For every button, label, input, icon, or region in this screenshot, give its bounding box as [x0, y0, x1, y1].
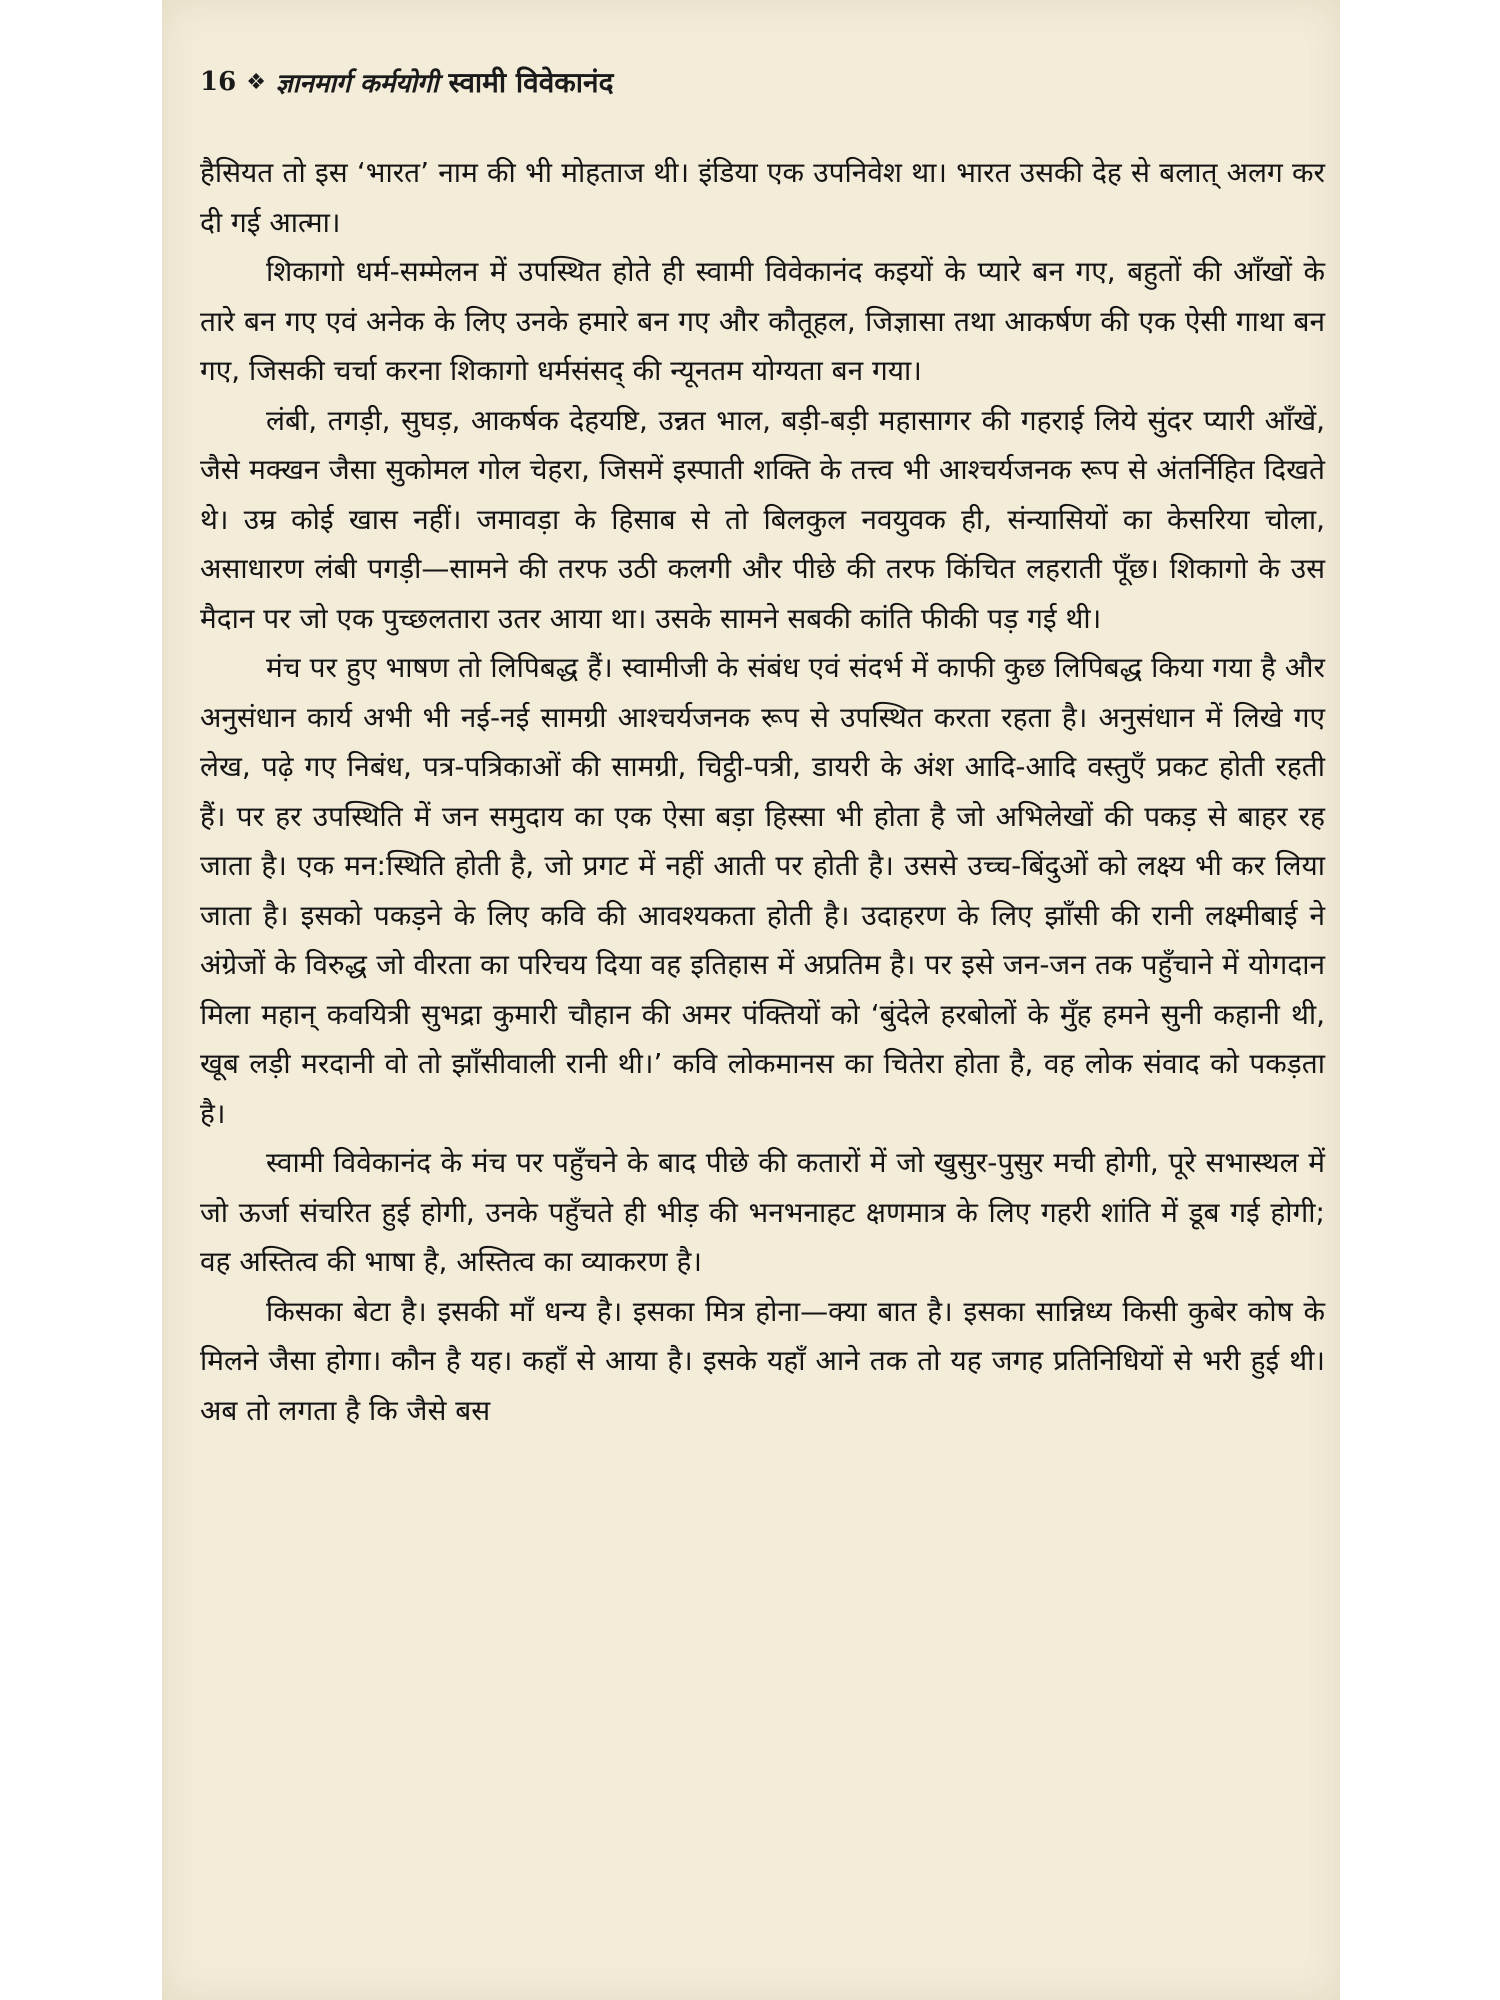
paragraph: हैसियत तो इस ‘भारत’ नाम की भी मोहताज थी। इंडिया एक उपनिवेश था। भारत उसकी देह से बलात् अलग कर दी गई आत्मा।: [200, 156, 1325, 239]
paragraph: लंबी, तगड़ी, सुघड़, आकर्षक देहयष्टि, उन्नत भाल, बड़ी-बड़ी महासागर की गहराई लिये सुंदर प्यारी आँखें, जैसे मक्खन जैसा सुकोमल गोल चेहरा, जिसमें इस्पाती शक्ति के तत्त्व भी आश्चर्यजनक रूप से अंतर्निहित दिखते थे। उम्र कोई खास नहीं। जमावड़ा के हिसाब से तो बिलकुल नवयुवक ही, संन्यासियों का केसरिया चोला, असाधारण लंबी पगड़ी—सामने की तरफ उठी कलगी और पीछे की तरफ किंचित लहराती पूँछ। शिकागो के उस मैदान पर जो एक पुच्छलतारा उतर आया था। उसके सामने सबकी कांति फीकी पड़ गई थी।: [200, 403, 1325, 635]
book-subtitle: ज्ञानमार्ग कर्मयोगी: [275, 69, 439, 99]
ornament-icon: ❖: [246, 69, 266, 95]
paragraph: मंच पर हुए भाषण तो लिपिबद्ध हैं। स्वामीजी के संबंध एवं संदर्भ में काफी कुछ लिपिबद्ध किया गया है और अनुसंधान कार्य अभी भी नई-नई सामग्री आश्चर्यजनक रूप से उपस्थित करता रहता है। अनुसंधान में लिखे गए लेख, पढ़े गए निबंध, पत्र-पत्रिकाओं की सामग्री, चिट्ठी-पत्री, डायरी के अंश आदि-आदि वस्तुएँ प्रकट होती रहती हैं। पर हर उपस्थिति में जन समुदाय का एक ऐसा बड़ा हिस्सा भी होता है जो अभिलेखों की पकड़ से बाहर रह जाता है। एक मन:स्थिति होती है, जो प्रगट में नहीं आती पर होती है। उससे उच्च-बिंदुओं को लक्ष्य भी कर लिया जाता है। इसको पकड़ने के लिए कवि की आवश्यकता होती है। उदाहरण के लिए झाँसी की रानी लक्ष्मीबाई ने अंग्रेजों के विरुद्ध जो वीरता का परिचय दिया वह इतिहास में अप्रतिम है। पर इसे जन-जन तक पहुँचाने में योगदान मिला महान् कवयित्री सुभद्रा कुमारी चौहान की अमर पंक्तियों को ‘बुंदेले हरबोलों के मुँह हमने सुनी कहानी थी, खूब लड़ी मरदानी वो तो झाँसीवाली रानी थी।’ कवि लोकमानस का चितेरा होता है, वह लोक संवाद को पकड़ता है।: [200, 651, 1325, 1130]
paragraph: स्वामी विवेकानंद के मंच पर पहुँचने के बाद पीछे की कतारों में जो खुसुर-पुसुर मची होगी, पूरे सभास्थल में जो ऊर्जा संचरित हुई होगी, उनके पहुँचते ही भीड़ की भनभनाहट क्षणमात्र के लिए गहरी शांति में डूब गई होगी; वह अस्तित्व की भाषा है, अस्तित्व का व्याकरण है।: [200, 1146, 1325, 1278]
running-header: [200, 62, 613, 102]
body-text: [200, 148, 1325, 1435]
paragraph: किसका बेटा है। इसकी माँ धन्य है। इसका मित्र होना—क्या बात है। इसका सान्निध्य किसी कुबेर कोष के मिलने जैसा होगा। कौन है यह। कहाँ से आया है। इसके यहाँ आने तक तो यह जगह प्रतिनिधियों से भरी हुई थी। अब तो लगता है कि जैसे बस: [200, 1294, 1325, 1427]
page-number: 16: [200, 67, 237, 97]
book-title: स्वामी विवेकानंद: [448, 66, 614, 99]
paragraph: शिकागो धर्म-सम्मेलन में उपस्थित होते ही स्वामी विवेकानंद कइयों के प्यारे बन गए, बहुतों की आँखों के तारे बन गए एवं अनेक के लिए उनके हमारे बन गए और कौतूहल, जिज्ञासा तथा आकर्षण की एक ऐसी गाथा बन गए, जिसकी चर्चा करना शिकागो धर्मसंसद् की न्यूनतम योग्यता बन गया।: [200, 255, 1325, 387]
